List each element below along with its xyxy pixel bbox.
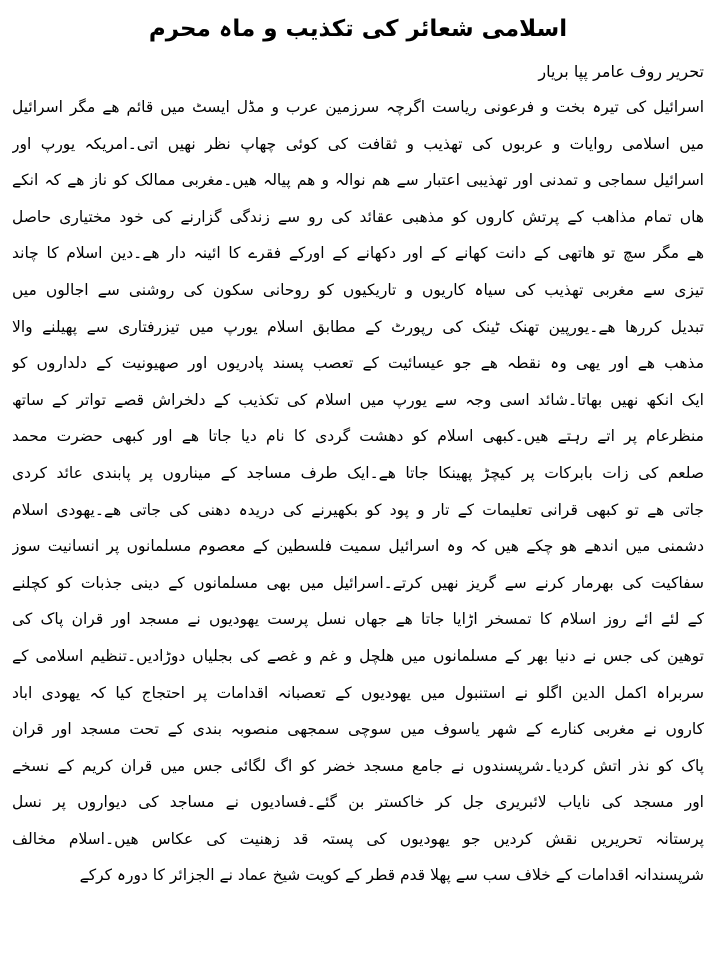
body-line: مذھب ھے اور یھی وہ نقطہ ھے جو عیسائیت کے تعصب پسند پادریوں اور صھیونیت کے دلداروں کو: [12, 354, 704, 373]
author-byline: تحریر روف عامر پپا بریار: [538, 62, 704, 81]
body-line: پرستانہ تحریریں نقش کردیں جو یھودیوں کی پستہ قد زھنیت کی عکاس ھیں۔اسلام مخالف: [12, 829, 704, 848]
body-line: تیزی سے مغربی تھذیب کی سیاہ کاریوں و تاریکیوں کو روحانی سکون کی روشنی سے اجالوں میں: [12, 280, 704, 299]
body-line: میں اسلامی روایات و عربوں کی تھذیب و ثقافت کی کوئی چھاپ نظر نھیں اتی۔امریکہ یورپ اور: [12, 134, 704, 153]
body-line: ھے مگر سچ تو ھاتھی کے دانت کھانے کے اور دکھانے کے اورکے فقرے کا ائینہ دار ھے۔دین اسلام کا چاند: [12, 244, 704, 263]
body-line: سفاکیت کی بھرمار کرنے سے گریز نھیں کرتے۔اسرائیل میں بھی مسلمانوں کے دینی جذبات کو کچلنے: [12, 573, 704, 592]
body-line: منظرعام پر اتے رہتے ھیں۔کبھی اسلام کو دھشت گردی کا نام دیا جاتا ھے اور کبھی حضرت محمد: [12, 427, 704, 446]
body-line: اور مسجد کی نایاب لائبریری جل کر خاکستر بن گئے۔فسادیوں نے مساجد کی دیواروں پر نسل: [12, 793, 704, 812]
body-line: شرپسندانہ اقدامات کے خلاف سب سے پھلا قدم قطر کے کویت شیخ عماد نے الجزائر کا دورہ کرکے: [79, 866, 704, 885]
body-line: ایک انکھ نھیں بھاتا۔شائد اسی وجہ سے یورپ میں اسلام کی تکذیب کے دلخراش قصے تواتر کے ساتھ: [12, 390, 704, 409]
body-line: سربراہ اکمل الدین اگلو نے استنبول میں یھودیوں کے تعصبانہ اقدامات پر احتجاج کیا کہ یھودی اباد: [12, 683, 704, 702]
body-line: تبدیل کررھا ھے۔یورپین تھنک ٹینک کی رپورٹ کے مطابق اسلام یورپ میں تیزرفتاری سے پھیلنے والا: [12, 317, 704, 336]
body-line: صلعم کی زات بابرکات پر کیچڑ پھینکا جاتا ھے۔ایک طرف مساجد کے میناروں پر پابندی عائد کردی: [12, 463, 704, 482]
article-title: اسلامی شعائر کی تکذیب و ماہ محرم: [148, 16, 568, 42]
body-line: جاتی ھے تو کبھی قرانی تعلیمات کے تار و پود کو بکھیرنے کی دریدہ دھنی کی جاتی ھے۔یھودی اسلام: [12, 500, 704, 519]
article-body: [12, 92, 704, 897]
body-line: توھین کی جس نے دنیا بھر کے مسلمانوں میں ھلچل و غم و غصے کی بجلیاں دوڑادیں۔تنظیم اسلامی کے: [12, 646, 704, 665]
body-line: کے لئے ائے روز اسلام کا تمسخر اڑایا جاتا ھے جھاں نسل پرست یھودیوں نے مسجد اور قران پاک کی: [12, 610, 704, 629]
body-line: کاروں نے مغربی کنارے کے شھر یاسوف میں سوچی سمجھی منصوبہ بندی کے تحت مسجد اور قران: [12, 720, 704, 739]
body-line: دشمنی میں اندھے ھو چکے ھیں کہ وہ اسرائیل سمیت فلسطین کے معصوم مسلمانوں پر انسانیت سوز: [12, 537, 704, 556]
body-line: اسرائیل سماجی و تمدنی اور تھذیبی اعتبار سے ھم نوالہ و ھم پیالہ ھیں۔مغربی ممالک کو ناز ھے کہ انکے: [12, 171, 704, 190]
body-line: پاک کو نذر اتش کردیا۔شرپسندوں نے جامع مسجد خضر کو اگ لگائی جس میں قران کریم کے نسخے: [12, 756, 704, 775]
body-line: ھاں تمام مذاھب کے پرتش کاروں کو مذھبی عقائد کی رو سے زندگی گزارنے کی خود مختیاری حاصل: [12, 207, 704, 226]
body-line: اسرائیل کی تیرہ بخت و فرعونی ریاست اگرچہ سرزمین عرب و مڈل ایسٹ میں قائم ھے مگر اسرائیل: [12, 98, 704, 116]
